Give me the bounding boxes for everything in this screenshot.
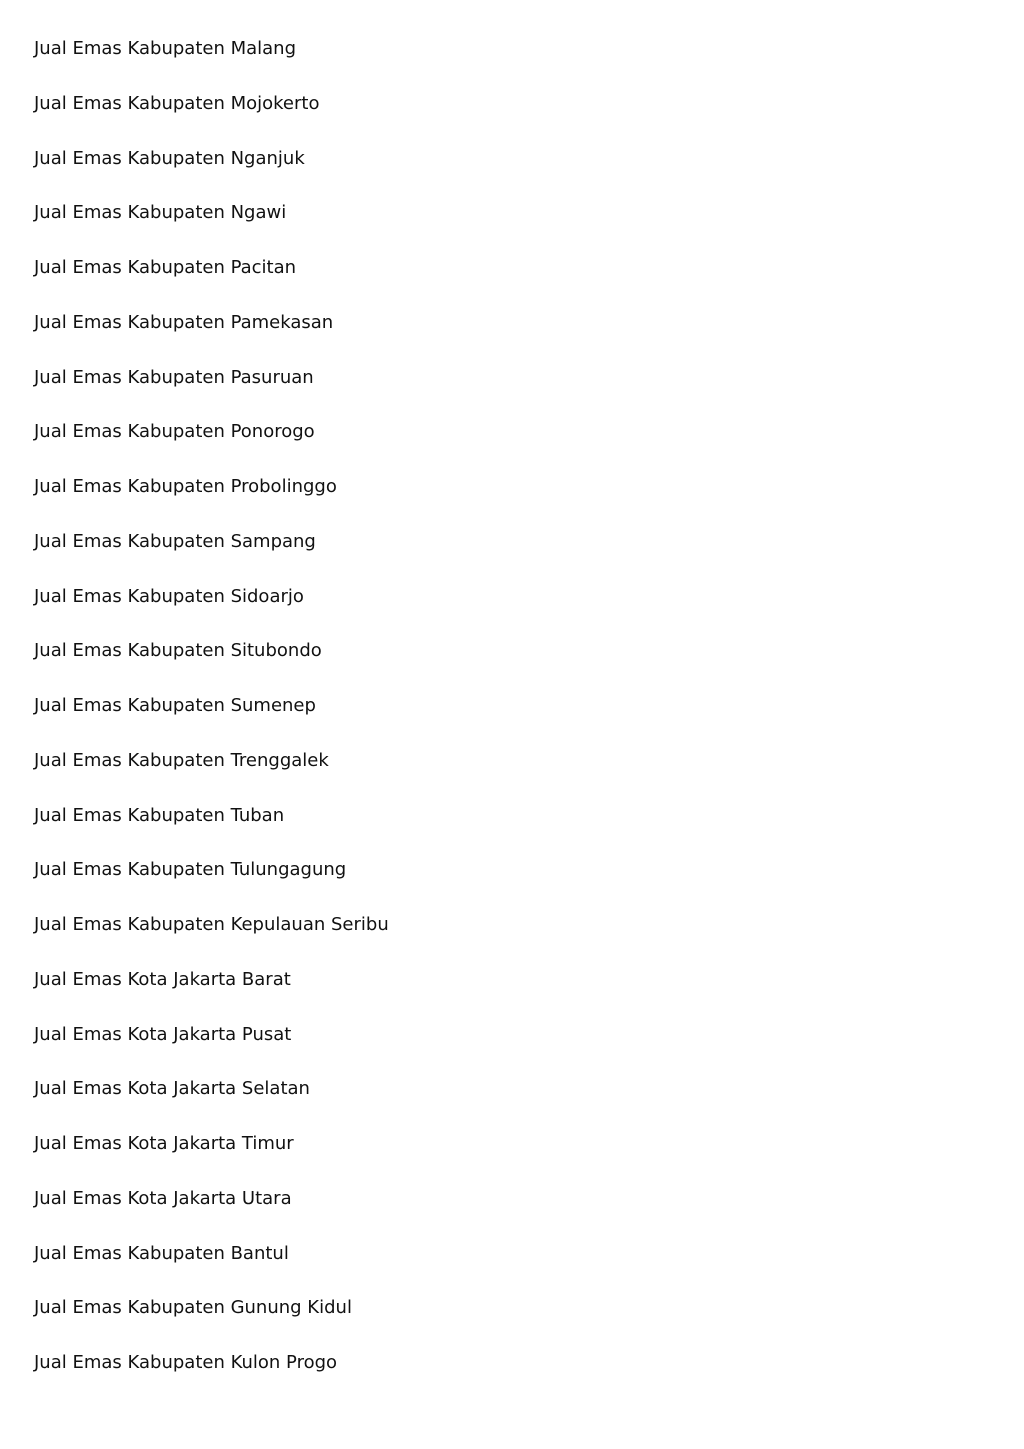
location-link[interactable]: Jual Emas Kabupaten Probolinggo [34, 476, 337, 497]
list-item [34, 475, 389, 530]
location-link[interactable]: Jual Emas Kabupaten Mojokerto [34, 92, 320, 114]
location-link[interactable]: Jual Emas Kabupaten Malang [34, 38, 297, 59]
list-item [34, 530, 389, 585]
location-link[interactable]: Jual Emas Kabupaten Bantul [34, 1242, 289, 1264]
list-item [34, 92, 389, 147]
location-link[interactable]: Jual Emas Kabupaten Tuban [34, 804, 285, 826]
location-link-list [34, 37, 389, 1406]
list-item [34, 639, 389, 694]
list-item [34, 1242, 389, 1297]
location-link[interactable]: Jual Emas Kota Jakarta Barat [34, 968, 291, 990]
location-link[interactable]: Jual Emas Kabupaten Sampang [34, 530, 316, 552]
list-item [34, 1077, 389, 1132]
list-item [34, 37, 389, 92]
location-link[interactable]: Jual Emas Kabupaten Tulungagung [34, 859, 347, 881]
location-link[interactable]: Jual Emas Kabupaten Pasuruan [34, 366, 314, 388]
list-item [34, 1351, 389, 1406]
location-link[interactable]: Jual Emas Kabupaten Kulon Progo [34, 1352, 338, 1373]
location-link[interactable]: Jual Emas Kabupaten Ngawi [34, 202, 287, 224]
location-link[interactable]: Jual Emas Kabupaten Sumenep [34, 695, 316, 716]
location-link[interactable]: Jual Emas Kota Jakarta Pusat [34, 1023, 292, 1045]
list-item [34, 366, 389, 421]
list-item [34, 913, 389, 968]
location-link[interactable]: Jual Emas Kabupaten Ponorogo [34, 421, 315, 443]
list-item [34, 1023, 389, 1078]
list-item [34, 1187, 389, 1242]
list-item [34, 804, 389, 859]
list-item [34, 147, 389, 202]
list-item [34, 1132, 389, 1187]
location-link[interactable]: Jual Emas Kabupaten Pamekasan [34, 311, 334, 333]
list-item [34, 256, 389, 311]
list-item [34, 201, 389, 256]
list-item [34, 311, 389, 366]
list-item [34, 749, 389, 804]
location-link[interactable]: Jual Emas Kabupaten Pacitan [34, 257, 297, 278]
location-link[interactable]: Jual Emas Kabupaten Kepulauan Seribu [34, 914, 389, 935]
location-link[interactable]: Jual Emas Kabupaten Sidoarjo [34, 585, 304, 607]
location-link[interactable]: Jual Emas Kabupaten Nganjuk [34, 147, 305, 169]
list-item [34, 968, 389, 1023]
location-link[interactable]: Jual Emas Kabupaten Trenggalek [34, 749, 329, 771]
list-item [34, 694, 389, 749]
location-link[interactable]: Jual Emas Kota Jakarta Selatan [34, 1078, 310, 1100]
location-link[interactable]: Jual Emas Kabupaten Situbondo [34, 640, 322, 662]
location-link[interactable]: Jual Emas Kota Jakarta Utara [34, 1187, 292, 1209]
list-item [34, 585, 389, 640]
list-item [34, 420, 389, 475]
location-link[interactable]: Jual Emas Kabupaten Gunung Kidul [34, 1297, 352, 1319]
list-item [34, 858, 389, 913]
location-link[interactable]: Jual Emas Kota Jakarta Timur [34, 1133, 294, 1154]
list-item [34, 1296, 389, 1351]
